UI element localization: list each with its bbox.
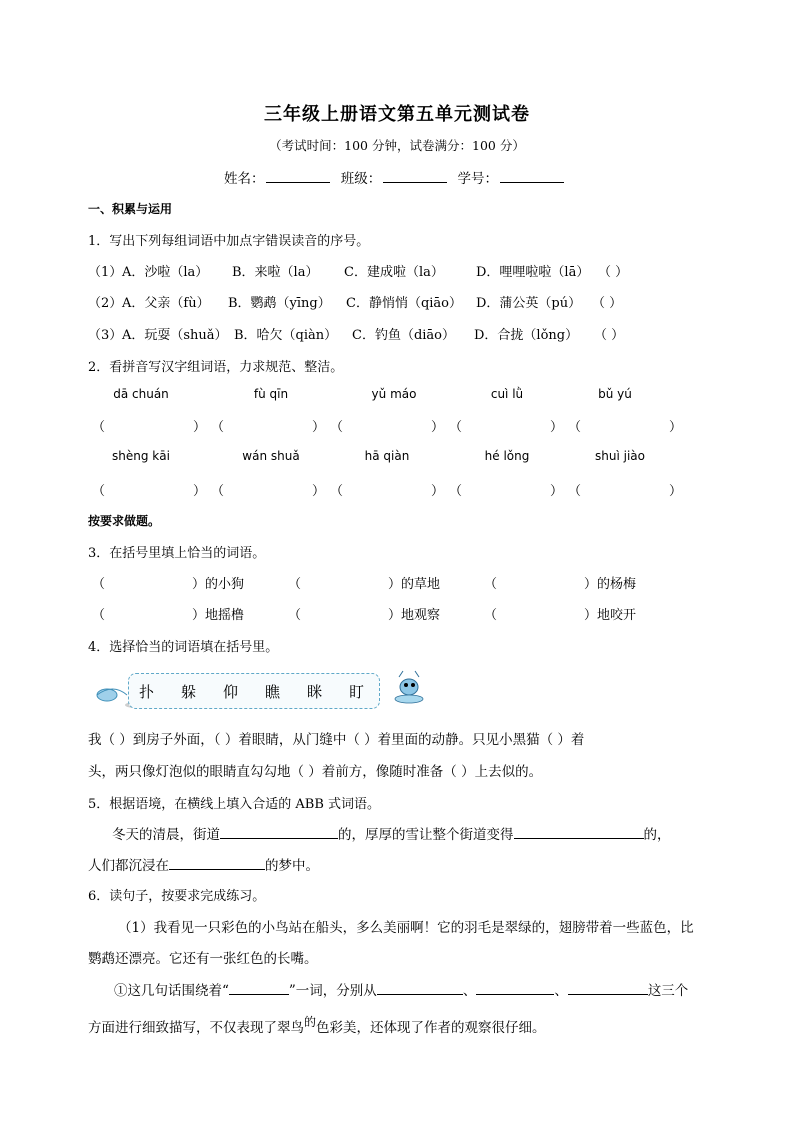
q1-option-b: B．哈欠（qiàn） <box>234 328 338 343</box>
question-1-stem: 1．写出下列每组词语中加点字错误读音的序号。 <box>88 234 370 249</box>
q4-passage-line: 我（ ）到房子外面，（ ）着眼睛，从门缝中（ ）着里面的动静。只见小黑猫（ ）着 <box>88 732 585 748</box>
answer-box-close: ） <box>669 420 683 435</box>
q1-option-c: C．钓鱼（diāo） <box>352 328 456 343</box>
q6-text: 、 <box>462 983 477 999</box>
id-label: 学号： <box>457 171 499 187</box>
q6-text: ”一词，分别从 <box>288 983 377 999</box>
q6-text: 、 <box>554 983 568 999</box>
q5-text: 的，厚厚的雪让整个街道变得 <box>338 827 514 843</box>
word-bank-item: 躲 <box>181 683 197 701</box>
word-bank <box>128 673 380 709</box>
pinyin-label: wán shuǎ <box>242 449 300 463</box>
q1-option-d: D．蒲公英（pú） <box>476 296 582 311</box>
answer-box-close: ） <box>550 484 564 499</box>
bird-decoration-icon <box>395 671 423 703</box>
answer-box-open[interactable]: （ <box>449 420 463 435</box>
q4-passage-line: 头，两只像灯泡似的眼睛直勾勾地（ ）着前方，像随时准备（ ）上去似的。 <box>88 764 543 780</box>
answer-box-open[interactable]: （ <box>484 577 498 592</box>
pinyin-label: shèng kāi <box>112 449 170 463</box>
q6-subquestion-cont <box>88 1016 546 1036</box>
answer-box-open[interactable]: （ <box>92 577 106 592</box>
answer-box-open[interactable]: （ <box>92 608 106 623</box>
answer-box-open[interactable]: （ <box>288 577 302 592</box>
pinyin-label: shuì jiào <box>595 449 645 463</box>
question-5-stem: 5．根据语境，在横线上填入合适的 ABB 式词语。 <box>88 797 381 812</box>
q6-blank[interactable] <box>229 980 289 995</box>
word-bank-item: 仰 <box>223 683 239 701</box>
exam-info: （考试时间：100 分钟，试卷满分：100 分） <box>269 138 525 153</box>
q6-blank[interactable] <box>377 980 463 995</box>
answer-box-open[interactable]: （ <box>449 484 463 499</box>
student-info-row <box>0 167 794 187</box>
q1-option-d: D．合拢（lǒng） <box>474 328 579 343</box>
q5-blank[interactable] <box>220 824 338 839</box>
answer-box-close: ） <box>431 484 445 499</box>
answer-box-close: ） <box>669 484 683 499</box>
q5-passage <box>88 854 319 874</box>
question-6-stem: 6．读句子，按要求完成练习。 <box>88 889 266 904</box>
q1-answer-blank[interactable]: （ ） <box>598 265 629 280</box>
answer-box-close: ） <box>193 420 207 435</box>
q1-option-a: A．玩耍（shuǎ） <box>122 328 228 343</box>
q1-option-b: B．鹦鹉（yīng） <box>228 296 331 311</box>
q1-option-c: C．静悄悄（qiāo） <box>346 296 463 311</box>
pinyin-label: yǔ máo <box>371 387 417 401</box>
name-label: 姓名： <box>223 171 265 187</box>
q6-sentence: （1）我看见一只彩色的小鸟站在船头，多么美丽啊！它的羽毛是翠绿的，翅膀带着一些蓝色，比 <box>118 920 694 936</box>
pinyin-label: hé lǒng <box>484 449 530 463</box>
pinyin-label: dā chuán <box>113 387 169 401</box>
q6-text: 色彩美，还体现了作者的观察很仔细。 <box>316 1020 546 1036</box>
q6-blank[interactable] <box>568 980 648 995</box>
answer-box-open[interactable]: （ <box>330 420 344 435</box>
answer-box-close: ） <box>431 420 445 435</box>
q1-answer-blank[interactable]: （ ） <box>592 296 623 311</box>
question-2-stem: 2．看拼音写汉字组词语，力求规范、整洁。 <box>88 360 344 375</box>
answer-box-open[interactable]: （ <box>568 420 582 435</box>
answer-box-close: ） <box>550 420 564 435</box>
word-bank-item: 瞧 <box>265 683 281 701</box>
class-field[interactable] <box>383 168 447 183</box>
q3-phrase: ）的小狗 <box>192 577 245 592</box>
id-field[interactable] <box>500 168 564 183</box>
class-label: 班级： <box>340 171 382 187</box>
answer-box-open[interactable]: （ <box>211 420 225 435</box>
answer-box-open[interactable]: （ <box>568 484 582 499</box>
q6-sentence: 鹦鹉还漂亮。它还有一张红色的长嘴。 <box>88 951 318 967</box>
answer-box-open[interactable]: （ <box>92 484 106 499</box>
answer-box-open[interactable]: （ <box>330 484 344 499</box>
q5-passage <box>112 823 671 843</box>
q5-blank[interactable] <box>514 824 644 839</box>
answer-box-open[interactable]: （ <box>92 420 106 435</box>
q5-text: 的， <box>643 827 671 843</box>
pinyin-label: hā qiàn <box>364 449 410 463</box>
q3-phrase: ）地摇橹 <box>192 608 245 623</box>
q6-subquestion <box>114 979 688 999</box>
q1-option-d: D．哩哩啦啦（lā） <box>476 265 590 280</box>
q1-option-c: C．建成啦（la） <box>344 265 444 280</box>
pinyin-label: fù qīn <box>253 387 289 401</box>
q6-text: 方面进行细致描写，不仅表现了翠鸟 <box>88 1020 304 1036</box>
question-3-stem: 3．在括号里填上恰当的词语。 <box>88 546 266 561</box>
q1-option-a: A．父亲（fù） <box>122 296 210 311</box>
pinyin-label: cuì lǜ <box>490 387 524 401</box>
q1-row-num: （1） <box>88 265 123 280</box>
q1-row-num: （2） <box>88 296 123 311</box>
q3-phrase: ）的杨梅 <box>584 577 637 592</box>
q1-option-b: B．来啦（la） <box>232 265 319 280</box>
q6-text: 这三个 <box>647 983 689 999</box>
name-field[interactable] <box>266 168 330 183</box>
q1-answer-blank[interactable]: （ ） <box>594 328 625 343</box>
q5-text: 冬天的清晨，街道 <box>112 827 220 843</box>
word-bank-item: 眯 <box>307 683 323 701</box>
pinyin-label: bǔ yú <box>598 387 632 401</box>
word-bank-item: 扑 <box>139 683 155 701</box>
q5-text: 的梦中。 <box>265 858 319 874</box>
q6-blank[interactable] <box>476 980 554 995</box>
q6-text: 的 <box>304 1015 317 1029</box>
answer-box-open[interactable]: （ <box>288 608 302 623</box>
word-bank-item: 盯 <box>349 683 365 701</box>
section-heading: 一、积累与运用 <box>88 202 173 216</box>
question-4-stem: 4．选择恰当的词语填在括号里。 <box>88 640 279 655</box>
q6-text: ①这几句话围绕着“ <box>114 983 229 999</box>
q5-text: 人们都沉浸在 <box>88 858 169 874</box>
answer-box-close: ） <box>312 420 326 435</box>
answer-box-close: ） <box>193 484 207 499</box>
page-title: 三年级上册语文第五单元测试卷 <box>264 104 530 125</box>
q3-phrase: ）的草地 <box>388 577 441 592</box>
q1-option-a: A．沙啦（la） <box>122 265 209 280</box>
section-heading: 按要求做题。 <box>88 514 161 528</box>
answer-box-close: ） <box>312 484 326 499</box>
answer-box-open[interactable]: （ <box>484 608 498 623</box>
q3-phrase: ）地观察 <box>388 608 441 623</box>
q1-row-num: （3） <box>88 328 123 343</box>
q3-phrase: ）地咬开 <box>584 608 637 623</box>
q5-blank[interactable] <box>169 855 265 870</box>
answer-box-open[interactable]: （ <box>211 484 225 499</box>
